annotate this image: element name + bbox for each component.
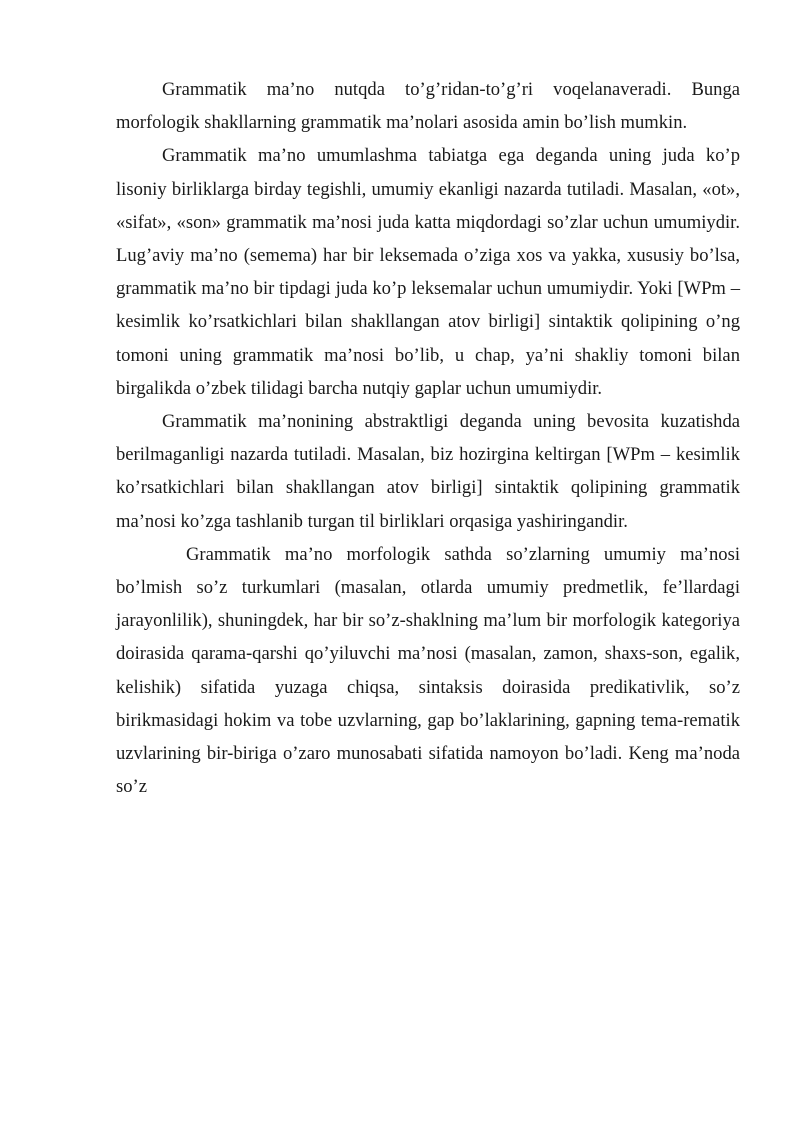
paragraph-2: Grammatik ma’no umumlashma tabiatga ega deganda uning juda ko’p lisoniy birliklarga birday tegishli, umumiy ekanligi nazarda tutiladi. Masalan, «ot», «sifat», «son» grammatik ma’nosi juda katta miqdordagi so’zlar uchun umumiydir. Lug’aviy ma’no (semema) har bir leksemada o’ziga xos va yakka, xususiy bo’lsa, grammatik ma’no bir tipdagi juda ko’p leksemalar uchun umumiydir. Yoki [WPm – kesimlik ko’rsatkichlari bilan shakllangan atov birligi] sintaktik qolipining o’ng tomoni uning grammatik ma’nosi bo’lib, u chap, ya’ni shakliy tomoni bilan birgalikda o’zbek tilidagi barcha nutqiy gaplar uchun umumiydir. [116, 145, 740, 399]
paragraph-4: Grammatik ma’no morfologik sathda so’zlarning umumiy ma’nosi bo’lmish so’z turkumlari (masalan, otlarda umumiy predmetlik, fe’llardagi jarayonlilik), shuningdek, har bir so’z-shaklning ma’lum bir morfologik kategoriya doirasida qarama-qarshi qo’yiluvchi ma’nosi (masalan, zamon, shaxs-son, egalik, kelishik) sifatida yuzaga chiqsa, sintaksis doirasida predikativlik, so’z birikmasidagi hokim va tobe uzvlarning, gap bo’laklarining, gapning tema-rematik uzvlarining bir-biriga o’zaro munosabati sifatida namoyon bo’ladi. Keng ma’noda so’z [116, 543, 740, 798]
paragraph-1: Grammatik ma’no nutqda to’g’ridan-to’g’ri voqelanaveradi. Bunga morfologik shakllarning grammatik ma’nolari asosida amin bo’lish mumkin. [116, 79, 740, 134]
paragraph-3: Grammatik ma’nonining abstraktligi deganda uning bevosita kuzatishda berilmaganligi nazarda tutiladi. Masalan, biz hozirgina keltirgan [WPm – kesimlik ko’rsatkichlari bilan shakllangan atov birligi] sintaktik qolipining grammatik ma’nosi ko’zga tashlanib turgan til birliklari orqasiga yashiringandir. [116, 411, 740, 532]
body-text [116, 73, 740, 803]
